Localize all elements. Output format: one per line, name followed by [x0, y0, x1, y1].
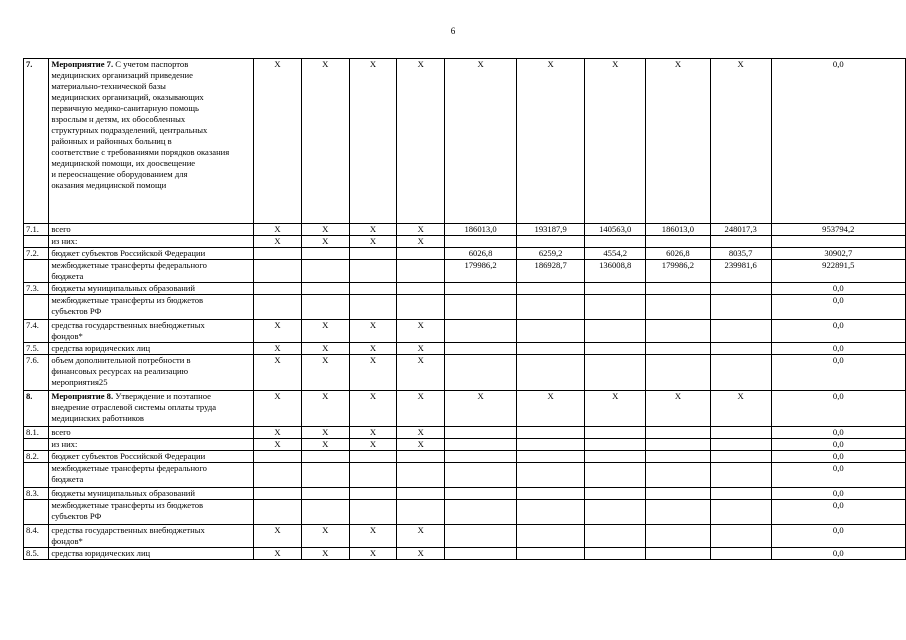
value-cell: [585, 439, 646, 451]
table-row: [24, 488, 906, 500]
value-cell: [445, 439, 517, 451]
value-cell: [254, 248, 302, 260]
value-cell: Х: [517, 59, 585, 224]
description-line: медицинских организаций, оказывающих: [51, 92, 204, 102]
value-cell: [301, 463, 349, 488]
value-cell: 179986,2: [445, 260, 517, 283]
value-cell: [301, 488, 349, 500]
value-cell: 186928,7: [517, 260, 585, 283]
value-cell: Х: [349, 236, 397, 248]
value-cell: Х: [397, 439, 445, 451]
row-number-cell: [24, 463, 49, 488]
value-cell: [254, 295, 302, 320]
row-description-cell: [49, 427, 254, 439]
table-row: [24, 427, 906, 439]
value-cell: 0,0: [771, 295, 905, 320]
table-row: [24, 295, 906, 320]
value-cell: Х: [301, 525, 349, 548]
row-number-cell: [24, 500, 49, 525]
value-cell: [585, 525, 646, 548]
description-line: средства юридических лиц: [51, 343, 151, 353]
row-description-cell: [49, 548, 254, 560]
row-description-cell: [49, 283, 254, 295]
value-cell: [445, 320, 517, 343]
value-cell: [445, 500, 517, 525]
value-cell: Х: [397, 548, 445, 560]
value-cell: Х: [254, 59, 302, 224]
value-cell: [301, 248, 349, 260]
description-line: медицинских работников: [51, 413, 144, 423]
value-cell: [445, 548, 517, 560]
row-description-cell: [49, 224, 254, 236]
value-cell: Х: [349, 427, 397, 439]
value-cell: [254, 488, 302, 500]
value-cell: Х: [445, 59, 517, 224]
value-cell: [301, 283, 349, 295]
value-cell: Х: [445, 391, 517, 427]
description-line: межбюджетные трансферты из бюджетов: [51, 500, 204, 510]
value-cell: [646, 525, 711, 548]
value-cell: Х: [349, 343, 397, 355]
row-number-cell: 7.6.: [24, 355, 49, 391]
value-cell: Х: [301, 548, 349, 560]
table-row: [24, 236, 906, 248]
description-line: бюджеты муниципальных образований: [51, 488, 195, 498]
row-description-cell: [49, 355, 254, 391]
value-cell: 922891,5: [771, 260, 905, 283]
row-description-cell: [49, 525, 254, 548]
value-cell: Х: [646, 391, 711, 427]
row-number-cell: 8.2.: [24, 451, 49, 463]
value-cell: 193187,9: [517, 224, 585, 236]
value-cell: 0,0: [771, 525, 905, 548]
value-cell: [397, 248, 445, 260]
value-cell: Х: [349, 355, 397, 391]
row-description-cell: [49, 59, 254, 224]
description-line: всего: [51, 224, 71, 234]
description-line: средства государственных внебюджетных: [51, 525, 205, 535]
value-cell: [517, 427, 585, 439]
value-cell: [301, 500, 349, 525]
value-cell: [646, 320, 711, 343]
value-cell: Х: [349, 439, 397, 451]
measure-title: Мероприятие 8.: [51, 391, 114, 401]
value-cell: Х: [349, 320, 397, 343]
value-cell: 0,0: [771, 500, 905, 525]
table-row: [24, 59, 906, 224]
value-cell: [397, 500, 445, 525]
table-row: [24, 343, 906, 355]
value-cell: Х: [349, 548, 397, 560]
page-number: 6: [450, 26, 456, 36]
value-cell: Х: [710, 391, 771, 427]
table-row: [24, 355, 906, 391]
value-cell: Х: [397, 391, 445, 427]
value-cell: 0,0: [771, 355, 905, 391]
value-cell: Х: [585, 59, 646, 224]
value-cell: 140563,0: [585, 224, 646, 236]
table-row: [24, 500, 906, 525]
table-row: [24, 391, 906, 427]
measure-title: Мероприятие 7.: [51, 59, 114, 69]
value-cell: [254, 463, 302, 488]
value-cell: 0,0: [771, 488, 905, 500]
value-cell: [710, 427, 771, 439]
value-cell: 248017,3: [710, 224, 771, 236]
value-cell: Х: [301, 355, 349, 391]
value-cell: [585, 343, 646, 355]
value-cell: 186013,0: [445, 224, 517, 236]
description-line: бюджет субъектов Российской Федерации: [51, 248, 206, 258]
value-cell: [301, 295, 349, 320]
table-row: [24, 548, 906, 560]
value-cell: Х: [349, 525, 397, 548]
table-row: [24, 451, 906, 463]
row-number-cell: 8.4.: [24, 525, 49, 548]
value-cell: [349, 295, 397, 320]
value-cell: 179986,2: [646, 260, 711, 283]
value-cell: Х: [301, 224, 349, 236]
value-cell: Х: [301, 320, 349, 343]
row-description-cell: [49, 260, 254, 283]
value-cell: Х: [397, 59, 445, 224]
value-cell: [517, 236, 585, 248]
value-cell: [445, 343, 517, 355]
description-line: взрослым н детям, их обособленных: [51, 114, 186, 124]
table-row: [24, 260, 906, 283]
description-line: структурных подразделений, центральных: [51, 125, 208, 135]
description-line: и переоснащение оборудованием для: [51, 169, 188, 179]
value-cell: 6259,2: [517, 248, 585, 260]
value-cell: Х: [301, 59, 349, 224]
value-cell: [254, 451, 302, 463]
description-line: финансовых ресурсах на реализацию: [51, 366, 189, 376]
value-cell: [517, 295, 585, 320]
value-cell: Х: [254, 355, 302, 391]
description-line: межбюджетные трансферты федерального: [51, 260, 207, 270]
row-description-cell: [49, 320, 254, 343]
value-cell: [349, 463, 397, 488]
value-cell: [585, 451, 646, 463]
value-cell: [646, 463, 711, 488]
value-cell: Х: [397, 427, 445, 439]
value-cell: [710, 343, 771, 355]
description-line: фондов*: [51, 536, 83, 546]
description-line: субъектов РФ: [51, 306, 102, 316]
value-cell: Х: [397, 320, 445, 343]
table-row: [24, 248, 906, 260]
value-cell: Х: [254, 224, 302, 236]
value-cell: [585, 355, 646, 391]
value-cell: [349, 488, 397, 500]
value-cell: [445, 488, 517, 500]
value-cell: Х: [397, 343, 445, 355]
value-cell: [646, 451, 711, 463]
row-number-cell: [24, 295, 49, 320]
value-cell: [445, 236, 517, 248]
value-cell: Х: [301, 391, 349, 427]
value-cell: [517, 355, 585, 391]
value-cell: Х: [254, 343, 302, 355]
value-cell: 0,0: [771, 451, 905, 463]
description-line: районных и районных больниц в: [51, 136, 172, 146]
description-line: соответствие с требованиями порядков оказания: [51, 147, 230, 157]
row-number-cell: 8.5.: [24, 548, 49, 560]
value-cell: Х: [397, 525, 445, 548]
value-cell: [771, 236, 905, 248]
value-cell: [397, 488, 445, 500]
value-cell: [445, 525, 517, 548]
table-row: [24, 525, 906, 548]
description-line: оказания медицинской помощи: [51, 180, 167, 190]
value-cell: [517, 320, 585, 343]
value-cell: [397, 260, 445, 283]
value-cell: 6026,8: [445, 248, 517, 260]
row-description-cell: [49, 248, 254, 260]
value-cell: [517, 439, 585, 451]
value-cell: 30902,7: [771, 248, 905, 260]
row-number-cell: 7.5.: [24, 343, 49, 355]
value-cell: [646, 548, 711, 560]
value-cell: [445, 463, 517, 488]
value-cell: [517, 525, 585, 548]
row-number-cell: 7.2.: [24, 248, 49, 260]
description-line: средства юридических лиц: [51, 548, 151, 558]
row-number-cell: 8.3.: [24, 488, 49, 500]
row-description-cell: [49, 463, 254, 488]
value-cell: [710, 236, 771, 248]
value-cell: [349, 451, 397, 463]
value-cell: [517, 283, 585, 295]
value-cell: [710, 488, 771, 500]
value-cell: [397, 463, 445, 488]
value-cell: Х: [710, 59, 771, 224]
description-line: всего: [51, 427, 71, 437]
row-number-cell: 7.: [24, 59, 49, 224]
row-description-cell: [49, 236, 254, 248]
value-cell: [585, 320, 646, 343]
value-cell: Х: [254, 236, 302, 248]
value-cell: [585, 427, 646, 439]
description-line: межбюджетные трансферты федерального: [51, 463, 207, 473]
value-cell: 8035,7: [710, 248, 771, 260]
value-cell: 0,0: [771, 343, 905, 355]
value-cell: [646, 236, 711, 248]
value-cell: Х: [254, 548, 302, 560]
value-cell: Х: [254, 525, 302, 548]
description-line: Мероприятие 7. С учетом паспортов: [51, 59, 189, 69]
value-cell: Х: [301, 427, 349, 439]
description-line: бюджета: [51, 474, 84, 484]
description-line: межбюджетные трансферты из бюджетов: [51, 295, 204, 305]
value-cell: [445, 451, 517, 463]
value-cell: [517, 451, 585, 463]
value-cell: [646, 343, 711, 355]
value-cell: Х: [254, 427, 302, 439]
value-cell: 0,0: [771, 391, 905, 427]
value-cell: [301, 260, 349, 283]
row-number-cell: [24, 260, 49, 283]
row-number-cell: 7.1.: [24, 224, 49, 236]
value-cell: 0,0: [771, 427, 905, 439]
value-cell: [397, 295, 445, 320]
value-cell: Х: [397, 355, 445, 391]
value-cell: [349, 283, 397, 295]
value-cell: Х: [397, 236, 445, 248]
value-cell: Х: [301, 343, 349, 355]
description-line: бюджета: [51, 271, 84, 281]
value-cell: Х: [301, 439, 349, 451]
row-description-cell: [49, 343, 254, 355]
value-cell: [710, 548, 771, 560]
description-line: фондов*: [51, 331, 83, 341]
value-cell: Х: [349, 224, 397, 236]
table-row: [24, 439, 906, 451]
value-cell: [710, 463, 771, 488]
value-cell: Х: [517, 391, 585, 427]
value-cell: [349, 260, 397, 283]
description-line: из них:: [51, 439, 78, 449]
value-cell: [710, 283, 771, 295]
financing-table: [23, 58, 906, 560]
value-cell: [349, 248, 397, 260]
value-cell: [710, 451, 771, 463]
value-cell: [710, 525, 771, 548]
description-line: медицинской помощи, их доосвещение: [51, 158, 196, 168]
value-cell: [585, 236, 646, 248]
value-cell: 0,0: [771, 463, 905, 488]
value-cell: [646, 283, 711, 295]
description-line: медицинских организаций приведение: [51, 70, 193, 80]
value-cell: 6026,8: [646, 248, 711, 260]
value-cell: 0,0: [771, 59, 905, 224]
description-line: из них:: [51, 236, 78, 246]
value-cell: [397, 283, 445, 295]
description-line: мероприятия25: [51, 377, 108, 387]
description-line: внедрение отраслевой системы оплаты труда: [51, 402, 217, 412]
value-cell: Х: [254, 320, 302, 343]
description-line: Мероприятие 8. Утверждение и поэтапное: [51, 391, 211, 401]
value-cell: [646, 427, 711, 439]
value-cell: [349, 500, 397, 525]
value-cell: [710, 320, 771, 343]
value-cell: [710, 355, 771, 391]
value-cell: [254, 260, 302, 283]
value-cell: Х: [585, 391, 646, 427]
value-cell: Х: [254, 439, 302, 451]
value-cell: 186013,0: [646, 224, 711, 236]
row-description-cell: [49, 391, 254, 427]
value-cell: [301, 451, 349, 463]
value-cell: [254, 283, 302, 295]
table-row: [24, 283, 906, 295]
value-cell: [585, 283, 646, 295]
value-cell: 0,0: [771, 439, 905, 451]
value-cell: [445, 283, 517, 295]
row-number-cell: 7.3.: [24, 283, 49, 295]
description-line: объем дополнительной потребности в: [51, 355, 191, 365]
value-cell: [445, 295, 517, 320]
value-cell: [397, 451, 445, 463]
description-line: субъектов РФ: [51, 511, 102, 521]
value-cell: Х: [349, 391, 397, 427]
value-cell: [517, 463, 585, 488]
value-cell: [585, 548, 646, 560]
table-row: [24, 320, 906, 343]
value-cell: [646, 295, 711, 320]
value-cell: [517, 500, 585, 525]
value-cell: [646, 500, 711, 525]
value-cell: [710, 295, 771, 320]
description-line: бюджеты муниципальных образований: [51, 283, 195, 293]
description-line: первичную медико-санитарную помощь: [51, 103, 199, 113]
row-description-cell: [49, 295, 254, 320]
value-cell: [585, 500, 646, 525]
value-cell: 0,0: [771, 283, 905, 295]
value-cell: [254, 500, 302, 525]
row-number-cell: 8.1.: [24, 427, 49, 439]
row-number-cell: [24, 439, 49, 451]
value-cell: [710, 439, 771, 451]
value-cell: 0,0: [771, 320, 905, 343]
description-line: средства государственных внебюджетных: [51, 320, 205, 330]
value-cell: Х: [646, 59, 711, 224]
row-description-cell: [49, 500, 254, 525]
value-cell: [517, 488, 585, 500]
value-cell: [585, 463, 646, 488]
value-cell: 4554,2: [585, 248, 646, 260]
row-number-cell: 7.4.: [24, 320, 49, 343]
row-number-cell: 8.: [24, 391, 49, 427]
value-cell: [585, 295, 646, 320]
value-cell: [445, 427, 517, 439]
value-cell: 239981,6: [710, 260, 771, 283]
value-cell: Х: [349, 59, 397, 224]
value-cell: Х: [254, 391, 302, 427]
description-line: материально-технической базы: [51, 81, 166, 91]
row-description-cell: [49, 451, 254, 463]
row-number-cell: [24, 236, 49, 248]
value-cell: Х: [301, 236, 349, 248]
value-cell: [585, 488, 646, 500]
row-description-cell: [49, 488, 254, 500]
value-cell: [646, 355, 711, 391]
value-cell: Х: [397, 224, 445, 236]
value-cell: [517, 343, 585, 355]
value-cell: [517, 548, 585, 560]
value-cell: [710, 500, 771, 525]
description-line: бюджет субъектов Российской Федерации: [51, 451, 206, 461]
value-cell: [445, 355, 517, 391]
table-row: [24, 224, 906, 236]
table-row: [24, 463, 906, 488]
row-description-cell: [49, 439, 254, 451]
value-cell: [646, 488, 711, 500]
value-cell: [646, 439, 711, 451]
value-cell: 0,0: [771, 548, 905, 560]
value-cell: 953794,2: [771, 224, 905, 236]
value-cell: 136008,8: [585, 260, 646, 283]
